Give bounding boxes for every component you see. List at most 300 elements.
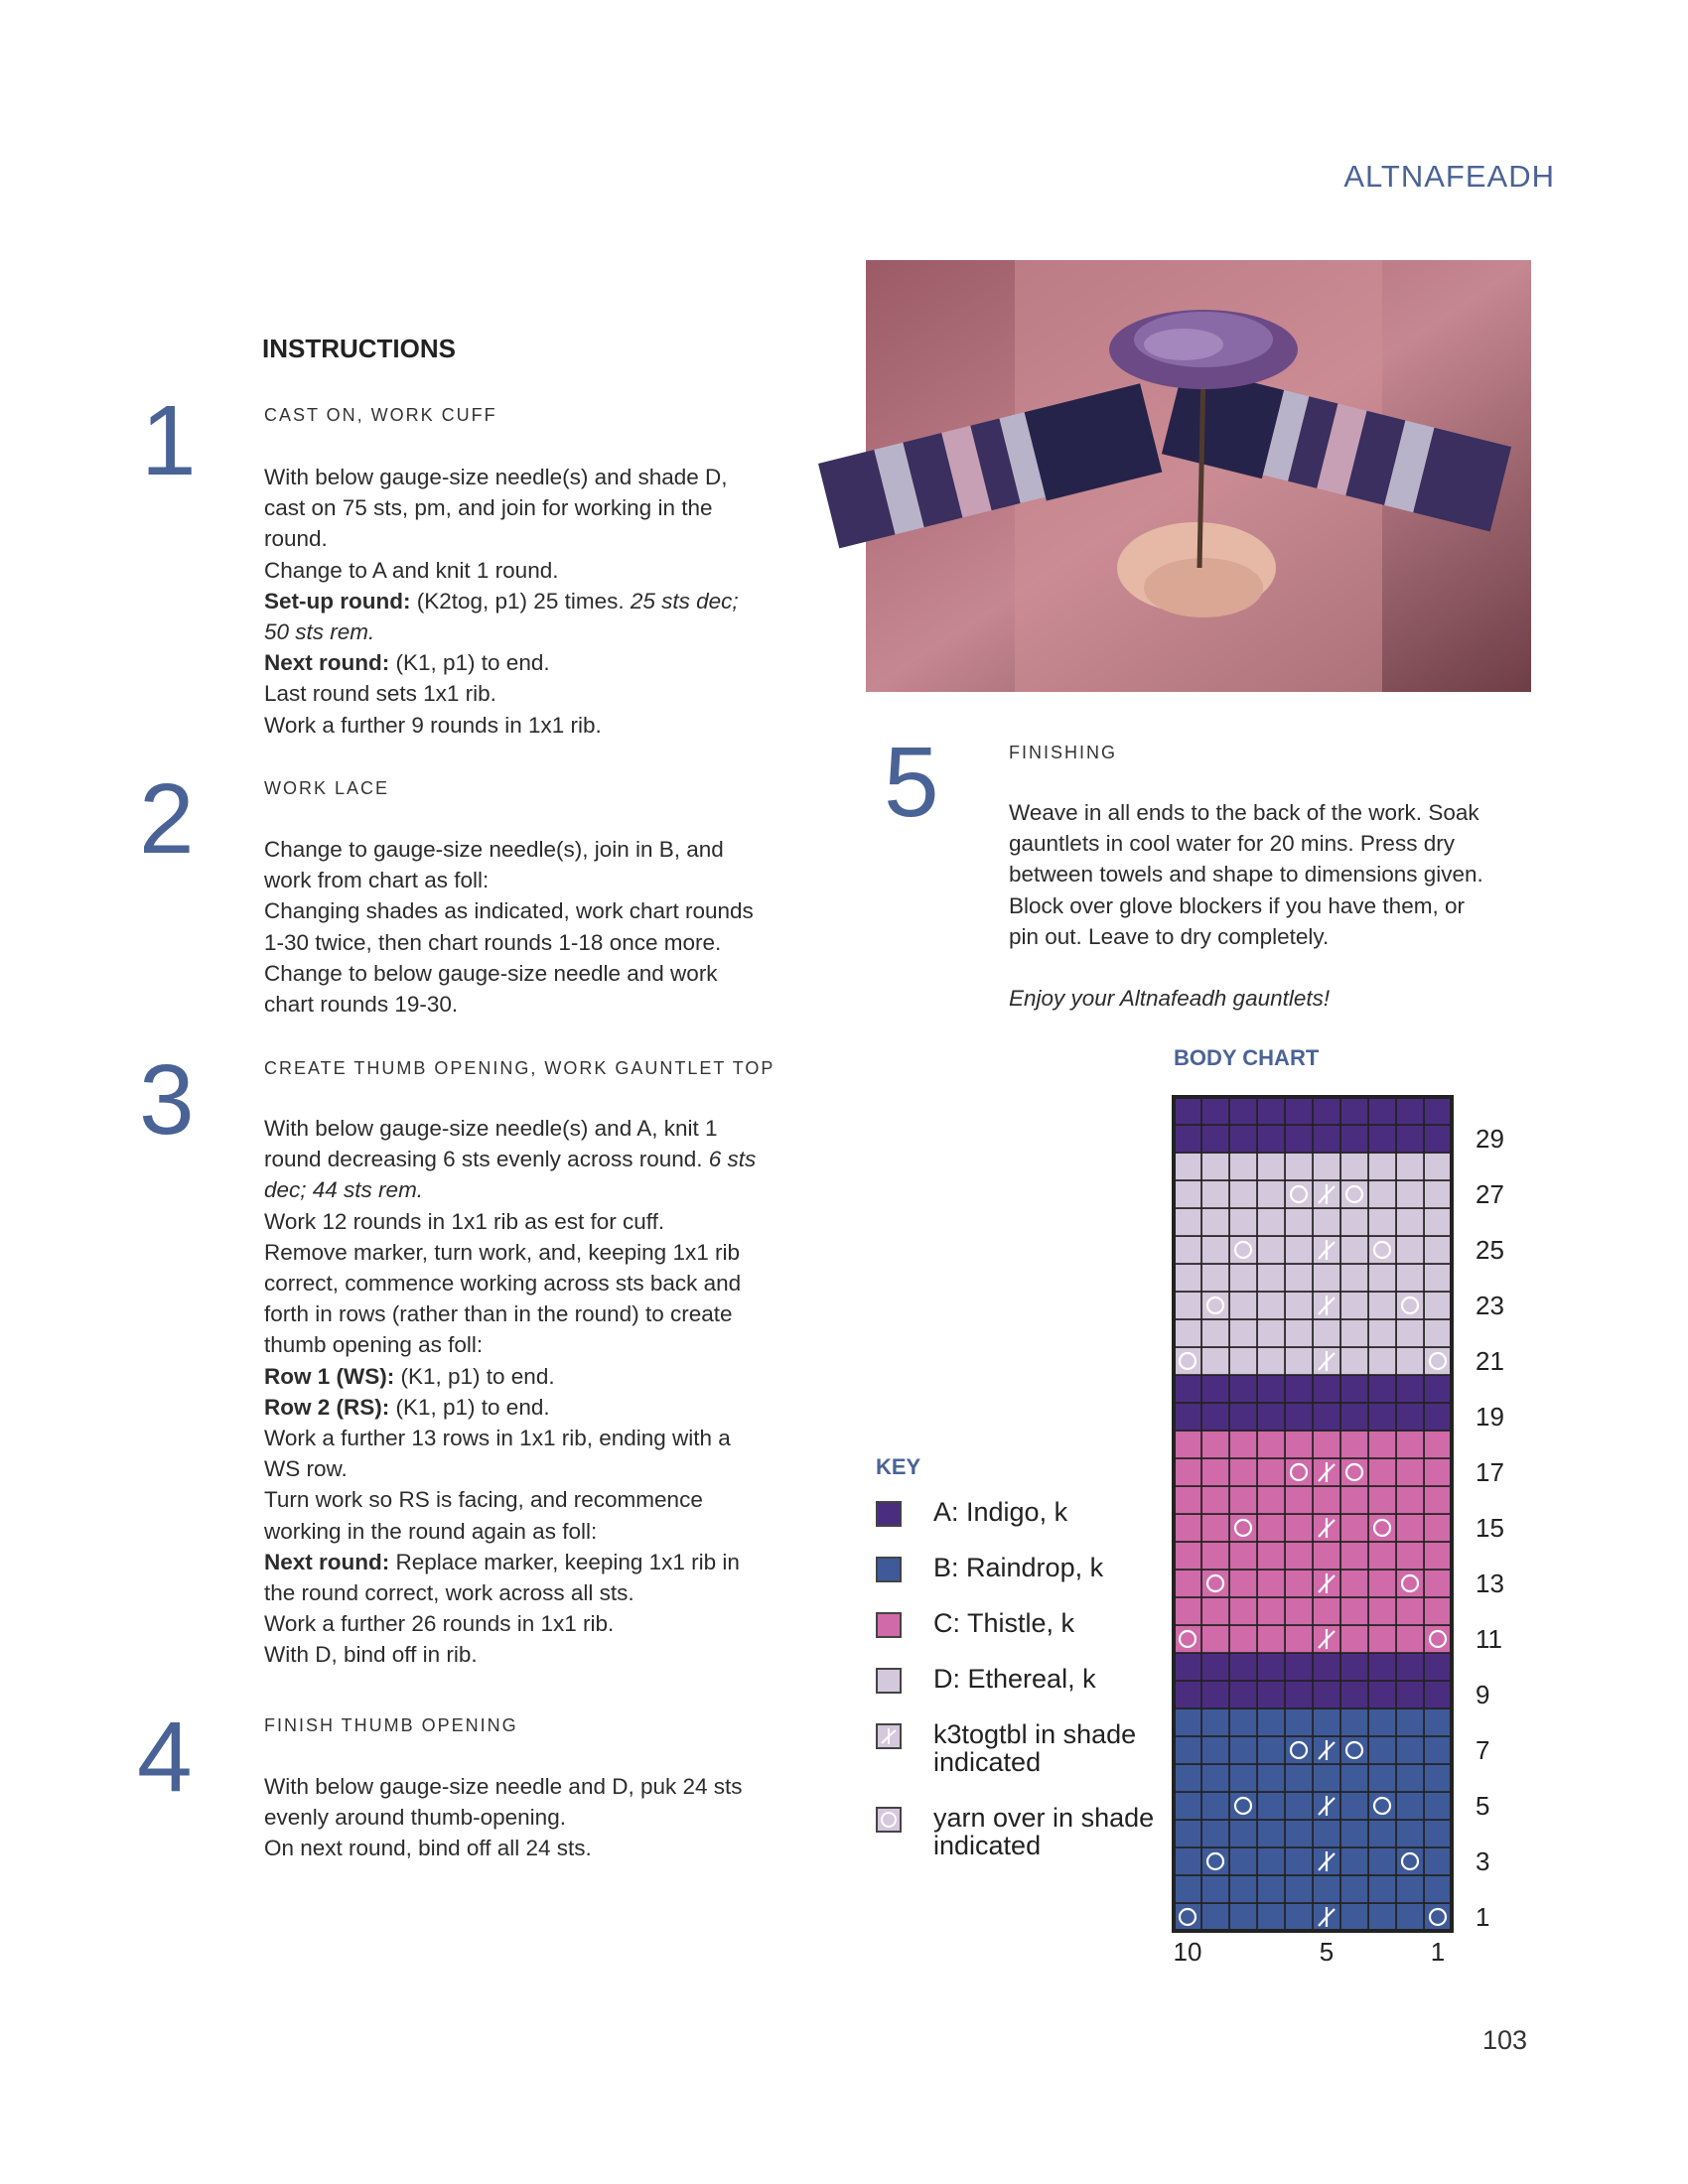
chart-cell — [1313, 1264, 1340, 1292]
step-number: 4 — [137, 1702, 193, 1813]
chart-cell — [1313, 1431, 1340, 1458]
chart-cell — [1229, 1347, 1257, 1375]
chart-cell — [1368, 1458, 1396, 1486]
chart-cell — [1313, 1708, 1340, 1736]
chart-cell — [1340, 1264, 1368, 1292]
chart-cell — [1257, 1458, 1285, 1486]
chart-cell — [1396, 1597, 1424, 1625]
chart-cell — [1368, 1486, 1396, 1514]
chart-cell — [1368, 1903, 1396, 1931]
chart-cell — [1424, 1514, 1452, 1542]
chart-cell — [1396, 1236, 1424, 1264]
chart-cell — [1257, 1764, 1285, 1792]
chart-cell — [1257, 1125, 1285, 1153]
chart-cell — [1285, 1180, 1313, 1208]
chart-cell — [1340, 1486, 1368, 1514]
chart-cell — [1201, 1153, 1229, 1180]
chart-cell — [1201, 1208, 1229, 1236]
chart-cell — [1201, 1708, 1229, 1736]
chart-cell — [1201, 1125, 1229, 1153]
chart-cell — [1396, 1514, 1424, 1542]
chart-cell — [1285, 1292, 1313, 1319]
chart-cell — [1368, 1264, 1396, 1292]
chart-cell — [1368, 1236, 1396, 1264]
chart-cell — [1201, 1847, 1229, 1875]
chart-cell — [1368, 1681, 1396, 1708]
chart-cell — [1229, 1097, 1257, 1125]
chart-cell — [1340, 1681, 1368, 1708]
chart-cell — [1257, 1514, 1285, 1542]
chart-cell — [1201, 1820, 1229, 1847]
chart-cell — [1424, 1903, 1452, 1931]
chart-cell — [1229, 1792, 1257, 1820]
key-title: KEY — [876, 1454, 921, 1479]
chart-cell — [1174, 1458, 1201, 1486]
chart-cell — [1201, 1431, 1229, 1458]
chart-cell — [1313, 1764, 1340, 1792]
chart-cell — [1313, 1319, 1340, 1347]
chart-cell — [1229, 1125, 1257, 1153]
chart-cell — [1285, 1847, 1313, 1875]
chart-cell — [1396, 1625, 1424, 1653]
chart-cell — [1424, 1097, 1452, 1125]
chart-cell — [1201, 1764, 1229, 1792]
chart-cell — [1396, 1820, 1424, 1847]
chart-cell — [1340, 1708, 1368, 1736]
step-title: FINISHING — [1009, 743, 1118, 762]
chart-cell — [1424, 1681, 1452, 1708]
chart-cell — [1313, 1208, 1340, 1236]
chart-cell — [1285, 1264, 1313, 1292]
step-title: CAST ON, WORK CUFF — [264, 405, 497, 425]
chart-cell — [1257, 1319, 1285, 1347]
chart-cell — [1174, 1236, 1201, 1264]
chart-cell — [1229, 1570, 1257, 1597]
chart-cell — [1201, 1292, 1229, 1319]
chart-cell — [1396, 1125, 1424, 1153]
chart-cell — [1340, 1514, 1368, 1542]
chart-cell — [1368, 1208, 1396, 1236]
chart-cell — [1424, 1597, 1452, 1625]
column-number-label: 5 — [1319, 1937, 1335, 1967]
chart-cell — [1313, 1597, 1340, 1625]
step-body: With below gauge-size needle and D, puk 24 sts evenly around thumb-opening. On next round, bind off all 24 sts. — [264, 1774, 743, 1861]
chart-cell — [1285, 1347, 1313, 1375]
chart-cell — [1285, 1764, 1313, 1792]
chart-cell — [1396, 1681, 1424, 1708]
chart-cell — [1201, 1264, 1229, 1292]
ethereal-swatch — [876, 1668, 902, 1694]
row-number-label: 29 — [1476, 1124, 1504, 1154]
chart-cell — [1340, 1236, 1368, 1264]
step-number: 1 — [141, 385, 197, 496]
chart-cell — [1285, 1570, 1313, 1597]
chart-cell — [1396, 1570, 1424, 1597]
chart-cell — [1313, 1820, 1340, 1847]
page-number: 103 — [1482, 2025, 1528, 2055]
chart-cell — [1174, 1153, 1201, 1180]
row-number-label: 3 — [1476, 1846, 1490, 1876]
chart-cell — [1368, 1292, 1396, 1319]
chart-cell — [1201, 1653, 1229, 1681]
chart-cell — [1229, 1764, 1257, 1792]
chart-cell — [1174, 1097, 1201, 1125]
chart-cell — [1201, 1486, 1229, 1514]
chart-cell — [1424, 1570, 1452, 1597]
chart-cell — [1396, 1431, 1424, 1458]
chart-cell — [1340, 1208, 1368, 1236]
chart-cell — [1424, 1319, 1452, 1347]
chart-cell — [1340, 1653, 1368, 1681]
chart-cell — [1174, 1292, 1201, 1319]
chart-cell — [1201, 1681, 1229, 1708]
chart-cell — [1257, 1903, 1285, 1931]
chart-cell — [1368, 1097, 1396, 1125]
chart-cell — [1368, 1625, 1396, 1653]
chart-cell — [1229, 1208, 1257, 1236]
chart-cell — [1285, 1319, 1313, 1347]
chart-cell — [1201, 1903, 1229, 1931]
step-number: 2 — [139, 763, 195, 875]
chart-cell — [1257, 1403, 1285, 1431]
chart-cell — [1424, 1486, 1452, 1514]
chart-cell — [1174, 1208, 1201, 1236]
chart-cell — [1340, 1820, 1368, 1847]
chart-cell — [1257, 1097, 1285, 1125]
chart-cell — [1313, 1542, 1340, 1570]
yarn-over-icon — [876, 1807, 902, 1833]
chart-cell — [1174, 1903, 1201, 1931]
chart-cell — [1424, 1736, 1452, 1764]
chart-cell — [1229, 1486, 1257, 1514]
row-number-label: 23 — [1476, 1291, 1504, 1320]
chart-cell — [1285, 1681, 1313, 1708]
chart-cell — [1340, 1792, 1368, 1820]
chart-cell — [1229, 1514, 1257, 1542]
chart-cell — [1313, 1153, 1340, 1180]
chart-cell — [1368, 1570, 1396, 1597]
chart-cell — [1201, 1319, 1229, 1347]
column-number-label: 1 — [1430, 1937, 1446, 1967]
chart-cell — [1424, 1542, 1452, 1570]
row-number-label: 1 — [1476, 1902, 1490, 1932]
chart-cell — [1424, 1847, 1452, 1875]
chart-cell — [1174, 1375, 1201, 1403]
chart-cell — [1368, 1708, 1396, 1736]
chart-cell — [1424, 1125, 1452, 1153]
step-number: 3 — [139, 1044, 195, 1156]
chart-cell — [1229, 1653, 1257, 1681]
chart-cell — [1424, 1375, 1452, 1403]
chart-cell — [1368, 1792, 1396, 1820]
k3togtbl-icon — [876, 1723, 902, 1749]
chart-cell — [1368, 1542, 1396, 1570]
pattern-title: ALTNAFEADH — [1343, 159, 1555, 194]
chart-cell — [1257, 1542, 1285, 1570]
chart-cell — [1396, 1792, 1424, 1820]
chart-cell — [1229, 1820, 1257, 1847]
row-number-label: 25 — [1476, 1235, 1504, 1265]
row-number-label: 27 — [1476, 1179, 1504, 1209]
chart-cell — [1257, 1153, 1285, 1180]
chart-cell — [1396, 1847, 1424, 1875]
raindrop-swatch — [876, 1557, 902, 1582]
row-number-label: 7 — [1476, 1735, 1490, 1765]
chart-cell — [1257, 1681, 1285, 1708]
chart-cell — [1368, 1375, 1396, 1403]
chart-cell — [1396, 1653, 1424, 1681]
chart-cell — [1201, 1792, 1229, 1820]
chart-cell — [1257, 1792, 1285, 1820]
chart-cell — [1174, 1264, 1201, 1292]
chart-cell — [1285, 1625, 1313, 1653]
chart-cell — [1424, 1708, 1452, 1736]
chart-cell — [1257, 1180, 1285, 1208]
chart-cell — [1396, 1903, 1424, 1931]
chart-cell — [1257, 1708, 1285, 1736]
chart-cell — [1174, 1180, 1201, 1208]
chart-cell — [1340, 1597, 1368, 1625]
chart-cell — [1424, 1875, 1452, 1903]
chart-cell — [1340, 1292, 1368, 1319]
chart-cell — [1340, 1431, 1368, 1458]
step-body: With below gauge-size needle(s) and shade D, cast on 75 sts, pm, and join for working in the round. Change to A and knit 1 round. Set-up round: (K2tog, p1) 25 times. 25 sts dec; 50 sts rem. Next round: (K1, p1) to end. Last round sets 1x1 rib. Work a further 9 rounds in 1x1 rib. — [264, 465, 739, 738]
step-title: CREATE THUMB OPENING, WORK GAUNTLET TOP — [264, 1058, 775, 1078]
chart-cell — [1257, 1875, 1285, 1903]
chart-cell — [1424, 1208, 1452, 1236]
chart-cell — [1285, 1375, 1313, 1403]
chart-cell — [1257, 1625, 1285, 1653]
chart-cell — [1424, 1792, 1452, 1820]
chart-cell — [1396, 1542, 1424, 1570]
chart-title: BODY CHART — [1174, 1045, 1320, 1070]
step-title: FINISH THUMB OPENING — [264, 1715, 518, 1735]
chart-cell — [1396, 1403, 1424, 1431]
chart-cell — [1257, 1486, 1285, 1514]
row-number-label: 11 — [1476, 1624, 1502, 1654]
chart-cell — [1201, 1458, 1229, 1486]
chart-cell — [1285, 1208, 1313, 1236]
chart-cell — [1424, 1153, 1452, 1180]
row-number-label: 21 — [1476, 1346, 1504, 1376]
chart-cell — [1396, 1375, 1424, 1403]
chart-cell — [1285, 1542, 1313, 1570]
chart-cell — [1424, 1403, 1452, 1431]
row-number-label: 19 — [1476, 1402, 1504, 1432]
chart-cell — [1424, 1347, 1452, 1375]
chart-cell — [1229, 1403, 1257, 1431]
chart-cell — [1424, 1292, 1452, 1319]
step-body: Weave in all ends to the back of the work. Soak gauntlets in cool water for 20 mins. Press dry between towels and shape to dimensions given. Block over glove blockers if you have them, or pin out. Leave to dry completely. Enjoy your Altnafeadh gauntlets! — [1009, 800, 1483, 1012]
row-number-label: 13 — [1476, 1569, 1504, 1598]
thistle-swatch — [876, 1612, 902, 1638]
chart-cell — [1174, 1347, 1201, 1375]
chart-cell — [1313, 1403, 1340, 1431]
chart-cell — [1340, 1847, 1368, 1875]
chart-cell — [1396, 1319, 1424, 1347]
chart-cell — [1340, 1403, 1368, 1431]
chart-cell — [1396, 1764, 1424, 1792]
step-number: 5 — [884, 727, 939, 838]
chart-cell — [1368, 1514, 1396, 1542]
chart-cell — [1201, 1597, 1229, 1625]
chart-cell — [1174, 1431, 1201, 1458]
chart-cell — [1368, 1347, 1396, 1375]
chart-cell — [1257, 1264, 1285, 1292]
chart-cell — [1340, 1375, 1368, 1403]
chart-cell — [1257, 1375, 1285, 1403]
instructions-heading: INSTRUCTIONS — [262, 334, 456, 363]
chart-cell — [1229, 1180, 1257, 1208]
chart-cell — [1396, 1292, 1424, 1319]
chart-cell — [1424, 1764, 1452, 1792]
chart-cell — [1368, 1403, 1396, 1431]
chart-cell — [1257, 1597, 1285, 1625]
chart-cell — [1229, 1736, 1257, 1764]
chart-cell — [1285, 1236, 1313, 1264]
chart-cell — [1313, 1486, 1340, 1514]
chart-cell — [1257, 1431, 1285, 1458]
chart-cell — [1201, 1625, 1229, 1653]
chart-cell — [1229, 1708, 1257, 1736]
chart-cell — [1285, 1820, 1313, 1847]
chart-cell — [1229, 1431, 1257, 1458]
chart-cell — [1174, 1319, 1201, 1347]
chart-cell — [1396, 1347, 1424, 1375]
chart-cell — [1313, 1653, 1340, 1681]
chart-cell — [1201, 1180, 1229, 1208]
step-body: With below gauge-size needle(s) and A, knit 1 round decreasing 6 sts evenly across round. 6 sts dec; 44 sts rem. Work 12 rounds in 1x1 rib as est for cuff. Remove marker, turn work, and, keeping 1x1 rib correct, commence working across sts back and forth in rows (rather than in the round) to create thumb opening as foll: Row 1 (WS): (K1, p1) to end. Row 2 (RS): (K1, p1) to end. Work a further 13 rows in 1x1 rib, ending with a WS row. Turn work so RS is facing, and recommence working in the round again as foll: Next round: Replace marker, keeping 1x1 rib in the round correct, work across all sts. Work a further 26 rounds in 1x1 rib. With D, bind off in rib. — [264, 1116, 757, 1668]
chart-cell — [1229, 1292, 1257, 1319]
chart-cell — [1396, 1708, 1424, 1736]
chart-cell — [1201, 1542, 1229, 1570]
chart-cell — [1285, 1875, 1313, 1903]
chart-cell — [1285, 1653, 1313, 1681]
chart-cell — [1257, 1820, 1285, 1847]
chart-cell — [1229, 1319, 1257, 1347]
chart-cell — [1424, 1653, 1452, 1681]
chart-cell — [1340, 1542, 1368, 1570]
chart-cell — [1229, 1458, 1257, 1486]
chart-cell — [1340, 1903, 1368, 1931]
chart-cell — [1285, 1125, 1313, 1153]
chart-cell — [1340, 1875, 1368, 1903]
chart-cell — [1285, 1597, 1313, 1625]
chart-cell — [1340, 1097, 1368, 1125]
chart-cell — [1229, 1681, 1257, 1708]
chart-cell — [1340, 1347, 1368, 1375]
chart-cell — [1313, 1375, 1340, 1403]
indigo-swatch — [876, 1501, 902, 1527]
chart-cell — [1396, 1486, 1424, 1514]
chart-cell — [1257, 1653, 1285, 1681]
chart-cell — [1396, 1208, 1424, 1236]
chart-cell — [1201, 1403, 1229, 1431]
chart-cell — [1368, 1847, 1396, 1875]
chart-cell — [1201, 1347, 1229, 1375]
step-title: WORK LACE — [264, 778, 390, 798]
chart-cell — [1229, 1597, 1257, 1625]
chart-cell — [1201, 1875, 1229, 1903]
chart-cell — [1201, 1570, 1229, 1597]
chart-cell — [1257, 1847, 1285, 1875]
column-number-label: 10 — [1173, 1937, 1202, 1967]
chart-cell — [1257, 1347, 1285, 1375]
chart-cell — [1340, 1736, 1368, 1764]
chart-cell — [1424, 1458, 1452, 1486]
chart-cell — [1285, 1458, 1313, 1486]
chart-cell — [1340, 1153, 1368, 1180]
chart-cell — [1424, 1236, 1452, 1264]
chart-cell — [1229, 1903, 1257, 1931]
step-body: Change to gauge-size needle(s), join in B, and work from chart as foll: Changing shades as indicated, work chart rounds 1-30 twice, then chart rounds 1-18 once more. Change to below gauge-size needle and work chart rounds 19-30. — [264, 837, 754, 1018]
chart-cell — [1396, 1264, 1424, 1292]
chart-cell — [1174, 1875, 1201, 1903]
chart-cell — [1340, 1125, 1368, 1153]
chart-cell — [1368, 1653, 1396, 1681]
chart-cell — [1424, 1820, 1452, 1847]
row-number-label: 9 — [1476, 1680, 1490, 1709]
chart-cell — [1285, 1403, 1313, 1431]
chart-cell — [1368, 1764, 1396, 1792]
chart-cell — [1368, 1820, 1396, 1847]
chart-cell — [1285, 1736, 1313, 1764]
chart-cell — [1396, 1180, 1424, 1208]
chart-cell — [1257, 1208, 1285, 1236]
chart-cell — [1285, 1903, 1313, 1931]
chart-cell — [1285, 1153, 1313, 1180]
chart-cell — [1313, 1875, 1340, 1903]
gauntlets-photo — [866, 260, 1531, 692]
row-number-label: 5 — [1476, 1791, 1490, 1821]
chart-cell — [1340, 1764, 1368, 1792]
chart-cell — [1229, 1375, 1257, 1403]
chart-cell — [1368, 1875, 1396, 1903]
chart-cell — [1285, 1486, 1313, 1514]
chart-cell — [1368, 1125, 1396, 1153]
chart-cell — [1174, 1403, 1201, 1431]
chart-cell — [1257, 1570, 1285, 1597]
chart-cell — [1396, 1458, 1424, 1486]
chart-cell — [1285, 1097, 1313, 1125]
chart-cell — [1340, 1319, 1368, 1347]
chart-cell — [1229, 1236, 1257, 1264]
chart-cell — [1201, 1514, 1229, 1542]
chart-cell — [1368, 1153, 1396, 1180]
chart-cell — [1257, 1236, 1285, 1264]
chart-cell — [1229, 1625, 1257, 1653]
chart-cell — [1229, 1264, 1257, 1292]
chart-cell — [1257, 1736, 1285, 1764]
chart-cell — [1285, 1708, 1313, 1736]
chart-cell — [1368, 1597, 1396, 1625]
row-number-label: 15 — [1476, 1513, 1504, 1543]
chart-cell — [1174, 1125, 1201, 1153]
chart-cell — [1313, 1097, 1340, 1125]
chart-cell — [1368, 1431, 1396, 1458]
chart-cell — [1396, 1736, 1424, 1764]
chart-cell — [1368, 1180, 1396, 1208]
row-number-label: 17 — [1476, 1457, 1504, 1487]
chart-cell — [1396, 1875, 1424, 1903]
chart-cell — [1313, 1681, 1340, 1708]
chart-cell — [1340, 1570, 1368, 1597]
body-chart — [1172, 1077, 1509, 1967]
chart-cell — [1424, 1625, 1452, 1653]
chart-cell — [1229, 1153, 1257, 1180]
chart-cell — [1201, 1097, 1229, 1125]
chart-cell — [1229, 1875, 1257, 1903]
